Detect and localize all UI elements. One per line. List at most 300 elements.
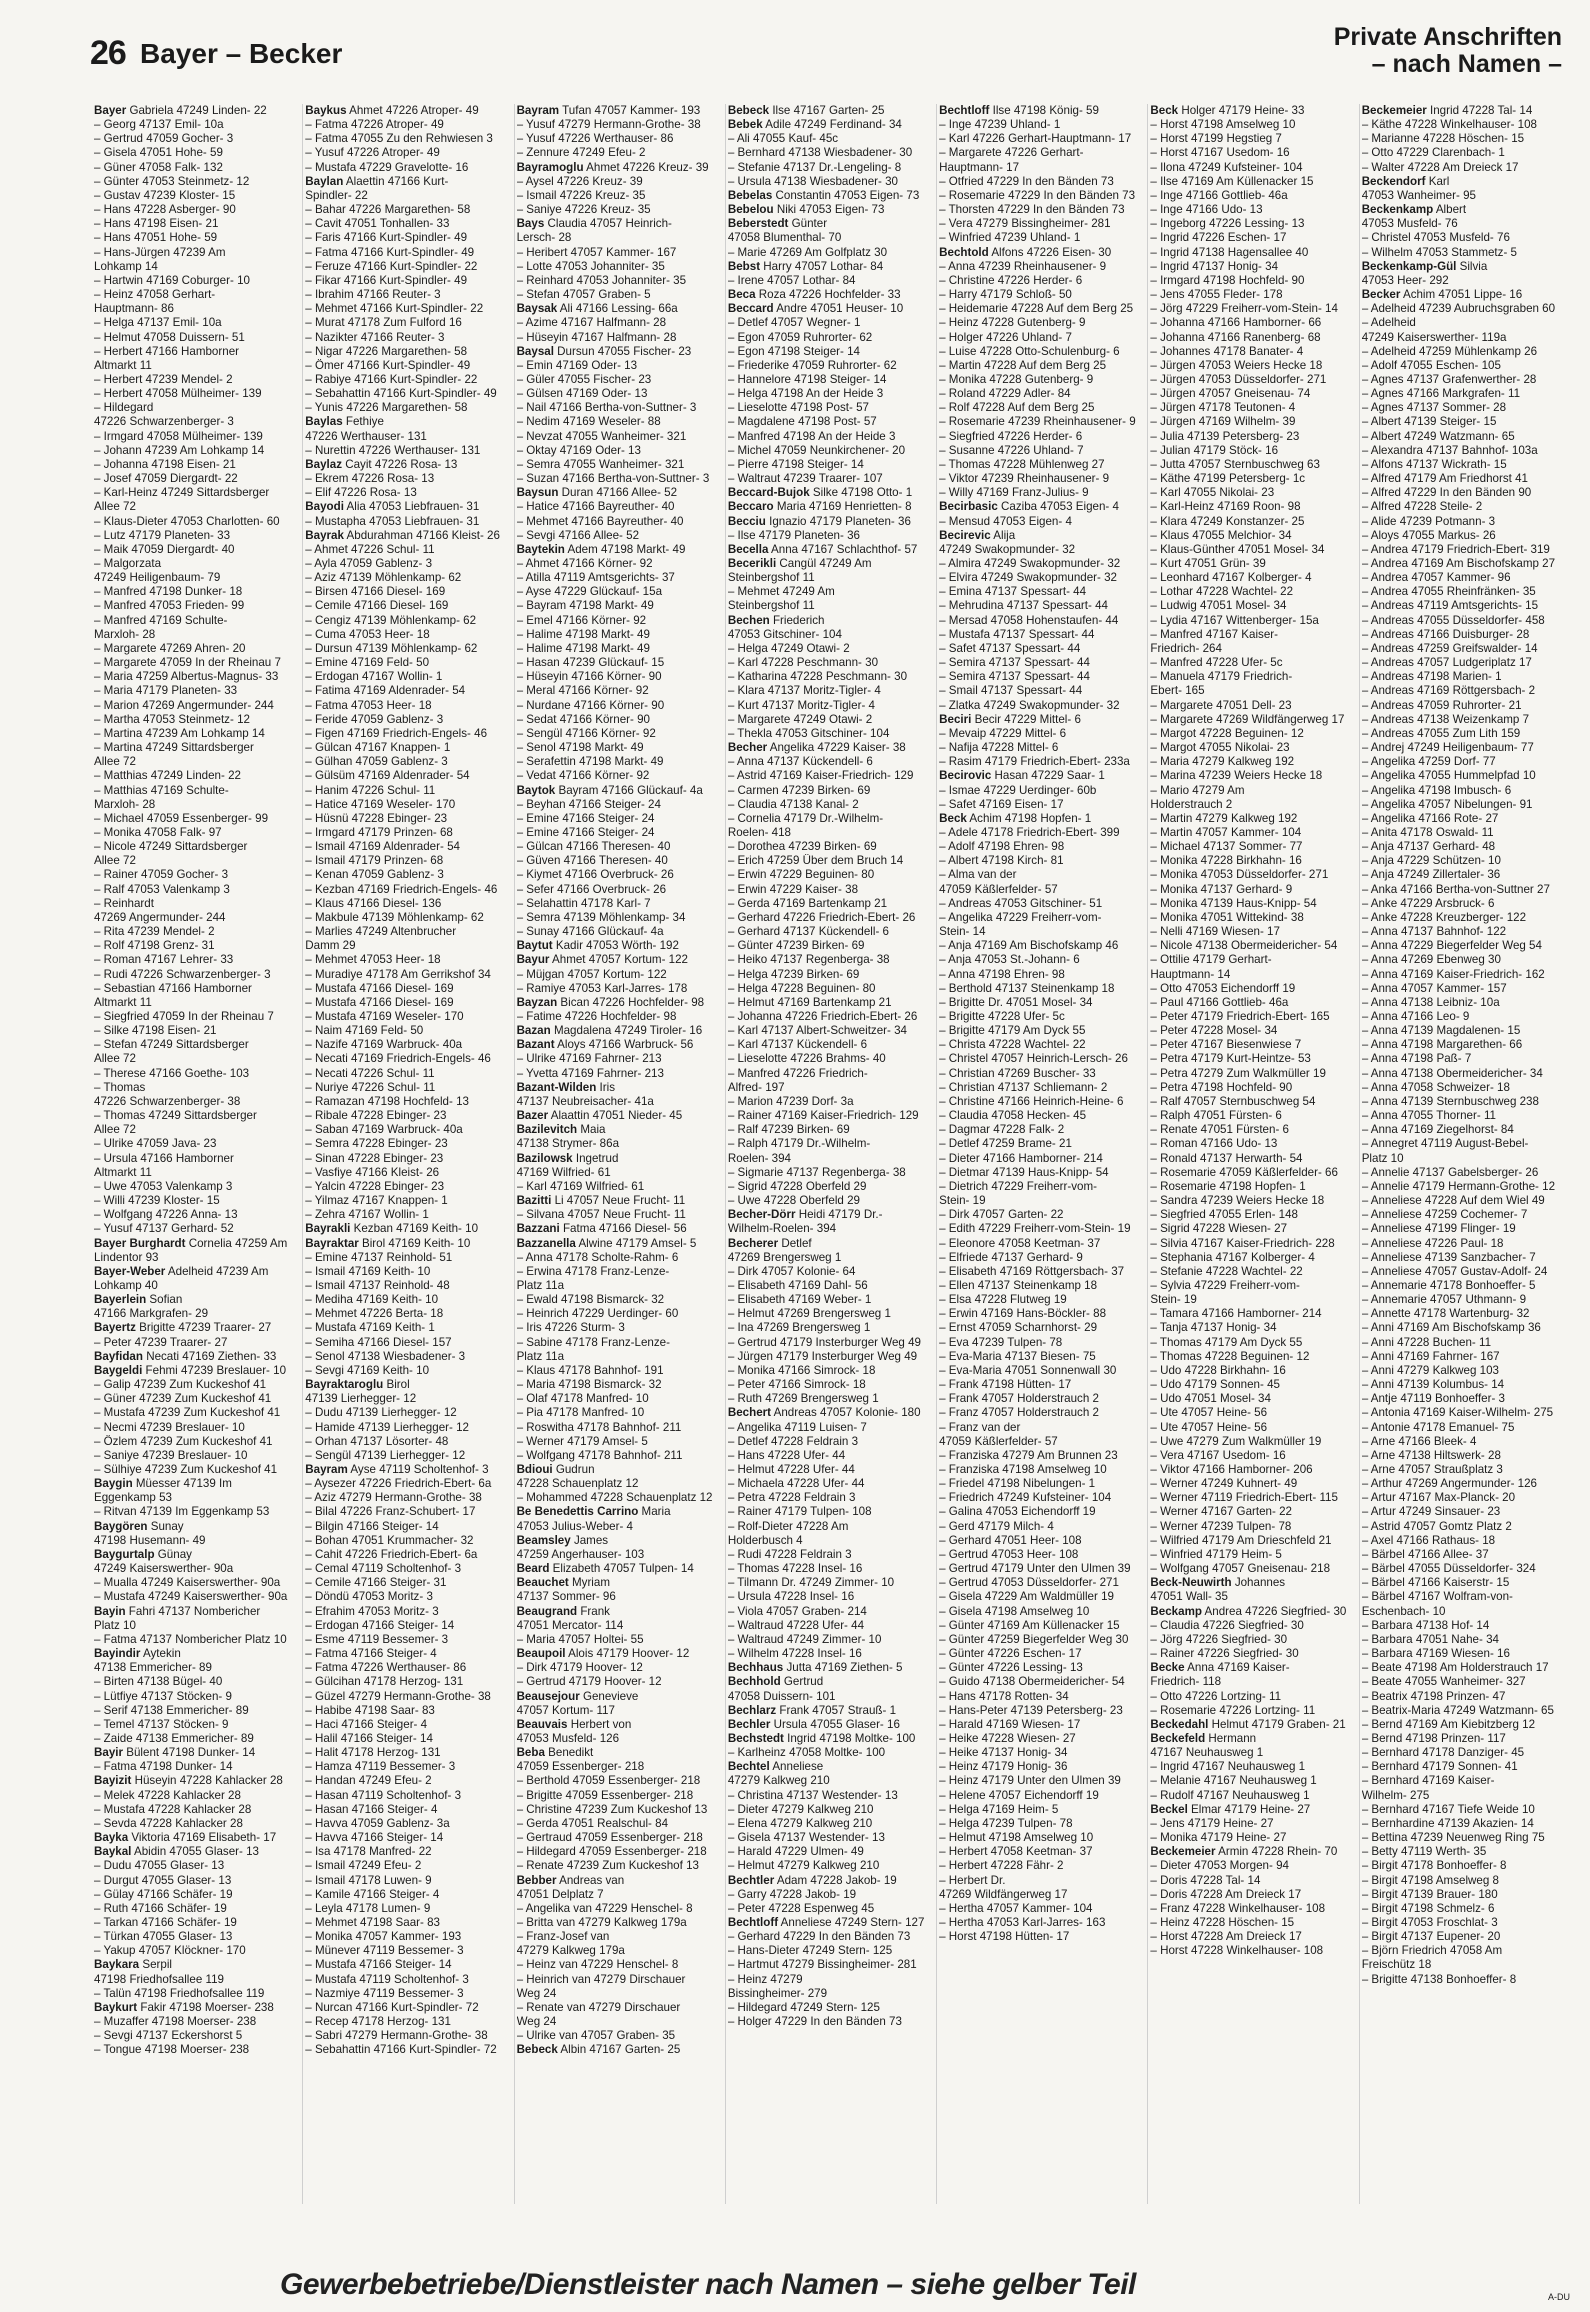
directory-entry: – Zlatka 47249 Swakopmunder- 32 (939, 698, 1120, 712)
directory-entry: – Günter 47053 Steinmetz- 12 (94, 174, 250, 188)
directory-entry: – Horst 47228 Am Dreieck 17 (1150, 1930, 1302, 1944)
directory-entry: – Margot 47055 Nikolai- 23 (1150, 741, 1290, 755)
directory-entry: Damm 29 (305, 939, 356, 953)
directory-entry: – Arne 47166 Bleek- 4 (1361, 1434, 1477, 1448)
directory-entry: – Manfred 47226 Friedrich- (727, 1066, 868, 1080)
directory-entry: 47053 Musfeld- 76 (1361, 217, 1458, 231)
directory-entry: – Katharina 47228 Peschmann- 30 (727, 670, 908, 684)
directory-entry: – Stefan 47057 Graben- 5 (516, 288, 651, 302)
directory-entry: – Fatma 47226 Werthauser- 86 (305, 1661, 467, 1675)
directory-entry: – Thekla 47053 Gitschiner- 104 (727, 726, 890, 740)
directory-entry: – Halit 47178 Herzog- 131 (305, 1746, 441, 1760)
directory-entry: – Cemile 47166 Steiger- 31 (305, 1576, 447, 1590)
directory-entry: – Christine 47226 Herder- 6 (939, 273, 1083, 287)
directory-entry: Bayer-Weber Adelheid 47239 Am (94, 1264, 269, 1278)
directory-entry: – Therese 47166 Goethe- 103 (94, 1066, 250, 1080)
surname: Bebst (727, 259, 761, 273)
directory-entry: – Güner 47239 Zum Kuckeshof 41 (94, 1392, 272, 1406)
directory-entry: Be Benedettis Carrino Maria (516, 1505, 671, 1519)
directory-entry: – Mustapha 47053 Liebfrauen- 31 (305, 514, 480, 528)
directory-entry: – Albert 47139 Steiger- 15 (1361, 415, 1497, 429)
directory-entry: – Yunis 47226 Margarethen- 58 (305, 401, 468, 415)
directory-entry: – Zehra 47167 Wollin- 1 (305, 1208, 429, 1222)
directory-entry: – Rosemarie 47059 Käßlerfelder- 66 (1150, 1165, 1338, 1179)
directory-entry: – Yvetta 47169 Fahrner- 213 (516, 1066, 664, 1080)
directory-entry: – Emine 47166 Steiger- 24 (516, 811, 655, 825)
directory-entry: – Lutz 47179 Planeten- 33 (94, 528, 231, 542)
directory-entry: Weg 24 (516, 1986, 557, 2000)
directory-entry: – Franz 47228 Winkelhauser- 108 (1150, 1901, 1326, 1915)
directory-entry: – Aloys 47055 Markus- 26 (1361, 528, 1496, 542)
surname: Bayertz (94, 1321, 136, 1335)
directory-entry: – Johanna 47226 Friedrich-Ebert- 26 (727, 1010, 918, 1023)
directory-entry: – Friedrich 47249 Kufsteiner- 104 (939, 1491, 1112, 1505)
directory-entry: – Gertrud 47053 Heer- 108 (939, 1547, 1079, 1561)
directory-entry: Friedrich- 264 (1150, 641, 1222, 655)
directory-entry: Baytekin Adem 47198 Markt- 49 (516, 542, 686, 556)
directory-entry: – Thomas 47228 Beguinen- 12 (1150, 1349, 1310, 1363)
directory-entry: Becirevic Alija (939, 528, 1016, 542)
directory-entry: – Otto 47053 Eichendorff 19 (1150, 981, 1296, 995)
directory-entry: – Egon 47059 Ruhrorter- 62 (727, 330, 873, 344)
surname: Bechen (727, 613, 770, 627)
surname: Becher (727, 741, 768, 755)
directory-entry: – Gülcihan 47178 Herzog- 131 (305, 1675, 464, 1689)
directory-entry: Beccard Andre 47051 Heuser- 10 (727, 302, 904, 316)
surname: Bayerlein (94, 1293, 147, 1307)
directory-entry: – Halime 47198 Markt- 49 (516, 641, 650, 655)
directory-entry: – Heiko 47137 Regenberga- 38 (727, 953, 890, 967)
directory-entry: – Artur 47167 Max-Planck- 20 (1361, 1491, 1516, 1505)
directory-entry: 47138 Strymer- 86a (516, 1137, 620, 1151)
directory-entry: – Nigar 47226 Margarethen- 58 (305, 344, 468, 358)
directory-entry: – Irmgard 47058 Mülheimer- 139 (94, 429, 263, 443)
directory-entry: 47167 Neuhausweg 1 (1150, 1746, 1264, 1760)
directory-entry: Beck Holger 47179 Heine- 33 (1150, 104, 1305, 117)
directory-entry: – Sigmarie 47137 Regenberga- 38 (727, 1165, 906, 1179)
directory-entry: – Melanie 47167 Neuhausweg 1 (1150, 1774, 1317, 1788)
directory-entry: – Andrea 47169 Am Bischofskamp 27 (1361, 557, 1556, 570)
directory-entry: – Karl-Heinz 47169 Roon- 98 (1150, 500, 1301, 514)
directory-entry: – Hans 47228 Ufer- 44 (727, 1448, 846, 1462)
directory-entry: – Maik 47059 Diergardt- 40 (94, 542, 235, 556)
directory-entry: Baysun Duran 47166 Allee- 52 (516, 486, 678, 500)
directory-entry: Bayram Ayse 47119 Scholtenhof- 3 (305, 1463, 489, 1476)
surname: Bechtloff (727, 1916, 779, 1929)
directory-entry: – Wilfried 47179 Am Drieschfeld 21 (1150, 1533, 1332, 1547)
surname: Bebelas (727, 188, 773, 202)
directory-entry: – Vedat 47166 Körner- 92 (516, 769, 650, 783)
directory-entry: Lersch- 28 (516, 231, 572, 245)
directory-entry: – Wilhelm 47053 Stammetz- 5 (1361, 245, 1517, 259)
directory-entry: Bayram Tufan 47057 Kammer- 193 (516, 104, 701, 117)
directory-entry: – Jürgen 47169 Wilhelm- 39 (1150, 415, 1296, 429)
directory-entry: – Elisabeth 47169 Weber- 1 (727, 1293, 872, 1307)
directory-entry: – Werner 47179 Amsel- 5 (516, 1434, 648, 1448)
directory-entry: – Gerd 47179 Milch- 4 (939, 1519, 1054, 1533)
surname: Baytut (516, 939, 553, 953)
directory-entry: – Ismail 47137 Reinhold- 48 (305, 1278, 450, 1292)
directory-entry: – Otto 47229 Clarenbach- 1 (1361, 146, 1505, 160)
directory-entry: – Faris 47166 Kurt-Spindler- 49 (305, 231, 468, 245)
directory-entry: – Andreas 47055 Düsseldorfer- 458 (1361, 613, 1545, 627)
directory-entry: – Gerhard 47229 In den Bänden 73 (727, 1930, 911, 1944)
directory-entry: – Angelika 47119 Luisen- 7 (727, 1420, 867, 1434)
directory-entry: – Claudia 47138 Kanal- 2 (727, 797, 859, 811)
directory-entry: – Detlef 47259 Brame- 21 (939, 1137, 1072, 1151)
directory-entry: 47053 Heer- 292 (1361, 273, 1449, 287)
directory-entry: – Ulrike van 47057 Graben- 35 (516, 2029, 676, 2043)
directory-entry: – Dieter 47166 Hamborner- 214 (939, 1151, 1103, 1165)
directory-entry: – Safet 47137 Spessart- 44 (939, 641, 1081, 655)
directory-entry: – Mustafa 47249 Kaiserswerther- 90a (94, 1590, 288, 1604)
directory-entry: – Siegfried 47059 In der Rheinau 7 (94, 1010, 274, 1023)
directory-entry: – Döndü 47053 Moritz- 3 (305, 1590, 433, 1604)
directory-entry: – Horst 47228 Winkelhauser- 108 (1150, 1944, 1324, 1958)
directory-entry: – Stefanie 47137 Dr.-Lengeling- 8 (727, 160, 902, 174)
directory-entry: – Erwina 47178 Franz-Lenze- (516, 1264, 670, 1278)
directory-entry: – Nevzat 47055 Wanheimer- 321 (516, 429, 687, 443)
directory-entry: – Siegfried 47226 Herder- 6 (939, 429, 1083, 443)
page-number: 26 (90, 34, 126, 72)
directory-entry: – Helga 47169 Heim- 5 (939, 1802, 1059, 1816)
directory-entry: – Angelika 47198 Imbusch- 6 (1361, 783, 1512, 797)
surname: Bazer (516, 1109, 549, 1123)
directory-entry: – Anneliese 47139 Sanzbacher- 7 (1361, 1250, 1536, 1264)
directory-entry: 47059 Käßlerfelder- 57 (939, 1434, 1058, 1448)
directory-entry: – Hans 47051 Hohe- 59 (94, 231, 218, 245)
directory-entry: – Anna 47055 Thorner- 11 (1361, 1109, 1496, 1123)
directory-entry: – Klaus-Dieter 47053 Charlotten- 60 (94, 514, 280, 528)
directory-entry: Bebelas Constantin 47053 Eigen- 73 (727, 188, 920, 202)
directory-entry: Bebelou Niki 47053 Eigen- 73 (727, 203, 885, 217)
surname: Baylas (305, 415, 343, 429)
directory-entry: – Heike 47228 Wiesen- 27 (939, 1731, 1076, 1745)
directory-entry: – Mehmet 47226 Berta- 18 (305, 1307, 444, 1321)
directory-entry: – Cuma 47053 Heer- 18 (305, 627, 430, 641)
directory-entry: – Kurt 47051 Grün- 39 (1150, 557, 1266, 570)
surname: Beaugrand (516, 1604, 578, 1618)
directory-entry: – Alfred 47228 Steile- 2 (1361, 500, 1483, 514)
directory-entry: – Ewald 47198 Bismarck- 32 (516, 1293, 665, 1307)
directory-entry: Bayka Viktoria 47169 Elisabeth- 17 (94, 1831, 277, 1845)
directory-entry: – Brigitte 47138 Bonhoeffer- 8 (1361, 1972, 1517, 1986)
directory-entry: Bebber Andreas van (516, 1873, 625, 1887)
directory-entry: – Hamide 47139 Lierhegger- 12 (305, 1420, 469, 1434)
directory-entry: – Michael 47137 Sommer- 77 (1150, 840, 1303, 854)
directory-entry: – Erdogan 47166 Steiger- 14 (305, 1618, 455, 1632)
directory-entry: 47053 Gitschiner- 104 (727, 627, 842, 641)
surname: Bayraktaroglu (305, 1378, 384, 1392)
directory-entry: – Martin 47057 Kammer- 104 (1150, 825, 1302, 839)
directory-entry: – Jutta 47057 Sternbuschweg 63 (1150, 457, 1320, 471)
directory-entry: Baykal Abidin 47055 Glaser- 13 (94, 1845, 260, 1859)
directory-entry: – Aysezer 47226 Friedrich-Ebert- 6a (305, 1477, 492, 1491)
directory-entry: – Andrej 47249 Heiligenbaum- 77 (1361, 741, 1534, 755)
directory-entry: 47279 Kalkweg 210 (727, 1774, 830, 1788)
directory-entry: Wilhelm-Roelen- 394 (727, 1222, 837, 1236)
directory-entry: – Jens 47055 Fleder- 178 (1150, 288, 1283, 302)
directory-entry: – Helmut 47058 Duissern- 51 (94, 330, 245, 344)
directory-entry: – Mohammed 47228 Schauenplatz 12 (516, 1491, 713, 1505)
directory-entry: – Ulrike 47169 Fahrner- 213 (516, 1052, 662, 1066)
directory-entry: – Gerhard 47226 Friedrich-Ebert- 26 (727, 910, 916, 924)
directory-entry: – Alide 47239 Potmann- 3 (1361, 514, 1496, 528)
directory-entry: – Monika 47057 Kammer- 193 (305, 1930, 462, 1944)
directory-entry: – Heinz 47228 Gutenberg- 9 (939, 316, 1086, 330)
directory-entry: – Roman 47166 Udo- 13 (1150, 1137, 1278, 1151)
directory-entry: Baygören Sunay (94, 1519, 184, 1533)
directory-entry: – Walter 47228 Am Dreieck 17 (1361, 160, 1519, 174)
directory-entry: Marxloh- 28 (94, 797, 156, 811)
directory-entry: Baykus Ahmet 47226 Atroper- 49 (305, 104, 479, 117)
directory-entry: – Mustafa 47166 Diesel- 169 (305, 981, 454, 995)
directory-entry: – Andreas 47259 Greifswalder- 14 (1361, 641, 1538, 655)
directory-entry: – Dirk 47179 Hoover- 12 (516, 1661, 643, 1675)
directory-entry: – Havva 47059 Gablenz- 3a (305, 1816, 450, 1830)
directory-entry: Baylas Fethiye (305, 415, 384, 429)
directory-entry: – Mustafa 47119 Scholtenhof- 3 (305, 1972, 469, 1986)
directory-entry: – Rolf-Dieter 47228 Am (727, 1519, 849, 1533)
directory-entry: – Eleonore 47058 Keetman- 37 (939, 1236, 1101, 1250)
directory-entry: – Türkan 47055 Glaser- 13 (94, 1930, 233, 1944)
surname: Bechtold (939, 245, 989, 259)
directory-entry: – Klaus 47178 Bahnhof- 191 (516, 1363, 664, 1377)
directory-entry: – Peter 47239 Traarer- 27 (94, 1335, 228, 1349)
directory-entry: – Klaus-Günther 47051 Mosel- 34 (1150, 542, 1325, 556)
directory-entry: – Cemile 47166 Diesel- 169 (305, 599, 449, 613)
directory-entry: – Dursun 47139 Möhlenkamp- 62 (305, 641, 478, 655)
directory-entry: – Renate 47051 Fürsten- 6 (1150, 1123, 1289, 1137)
directory-entry: – Rainer 47226 Siegfried- 30 (1150, 1647, 1299, 1661)
directory-entry: – Özlem 47239 Zum Kuckeshof 41 (94, 1434, 273, 1448)
surname: Beccaro (727, 500, 774, 514)
surname: Beck-Neuwirth (1150, 1576, 1232, 1590)
directory-entry: Bazant-Wilden Iris (516, 1080, 616, 1094)
directory-entry: – Orhan 47137 Lösorter- 48 (305, 1434, 449, 1448)
directory-entry: – Sefer 47166 Overbruck- 26 (516, 882, 667, 896)
directory-entry: – Beatrix 47198 Prinzen- 47 (1361, 1689, 1506, 1703)
directory-entry: Bechtloff Ilse 47198 König- 59 (939, 104, 1099, 117)
directory-entry: – Heribert 47057 Kammer- 167 (516, 245, 677, 259)
directory-entry: – Monika 47058 Falk- 97 (94, 825, 222, 839)
surname: Bayizit (94, 1774, 132, 1788)
directory-entry: – Sinan 47228 Ebinger- 23 (305, 1151, 444, 1165)
directory-entry: – Ursula 47138 Wiesbadener- 30 (727, 174, 898, 188)
directory-entry: – Anja 47249 Zillertaler- 36 (1361, 868, 1501, 882)
directory-entry: Bechen Friederich (727, 613, 825, 627)
directory-entry: – Recep 47178 Herzog- 131 (305, 2015, 451, 2029)
directory-entry: Allee 72 (94, 500, 136, 514)
directory-entry: – Dorothea 47239 Birken- 69 (727, 840, 877, 854)
directory-entry: – Arne 47138 Hiltswerk- 28 (1361, 1448, 1501, 1462)
directory-entry: – Malgorzata (94, 557, 162, 570)
surname: Beckemeier (1150, 1845, 1216, 1859)
directory-entry: – Martha 47053 Steinmetz- 12 (94, 712, 250, 726)
directory-entry: Marxloh- 28 (94, 627, 156, 641)
surname: Bechert (727, 1406, 772, 1420)
surname: Bayraktar (305, 1236, 359, 1250)
directory-entry: – Ismail 47169 Aldenrader- 54 (305, 840, 460, 854)
directory-entry: – Sunay 47166 Glückauf- 4a (516, 925, 664, 939)
surname: Bazilevitch (516, 1123, 578, 1137)
directory-entry: – Anni 47228 Buchen- 11 (1361, 1335, 1492, 1349)
directory-entry: – Ernst 47059 Scharnhorst- 29 (939, 1321, 1098, 1335)
directory-entry: Allee 72 (94, 854, 136, 868)
directory-entry: – Hans 47178 Rotten- 34 (939, 1689, 1069, 1703)
directory-entry: – Inge 47166 Gottlieb- 46a (1150, 188, 1288, 202)
directory-entry: – Anna 47138 Obermeidericher- 34 (1361, 1066, 1543, 1080)
directory-entry: – Hildegard 47059 Essenberger- 218 (516, 1845, 707, 1859)
directory-entry: – Susanne 47226 Uhland- 7 (939, 443, 1084, 457)
directory-entry: – Adelheid (1361, 316, 1416, 330)
directory-entry: – Anna 47229 Biegerfelder Weg 54 (1361, 939, 1542, 953)
directory-entry: – Rosemarie 47198 Hopfen- 1 (1150, 1179, 1306, 1193)
surname: Becirevic (939, 528, 991, 542)
directory-entry: – Durgut 47055 Glaser- 13 (94, 1873, 232, 1887)
directory-entry: Bazzani Fatma 47166 Diesel- 56 (516, 1222, 687, 1236)
directory-entry: – Waltraut 47239 Traarer- 107 (727, 472, 883, 486)
directory-entry: – Karl 47137 Kückendell- 6 (727, 1038, 868, 1052)
directory-entry: – Ayla 47059 Gablenz- 3 (305, 557, 433, 570)
directory-entry: – Rudolf 47167 Neuhausweg 1 (1150, 1788, 1310, 1802)
directory-entry: – Nelli 47169 Wiesen- 17 (1150, 925, 1280, 939)
directory-entry: – Winfried 47239 Uhland- 1 (939, 231, 1081, 245)
directory-entry: – Yakup 47057 Klöckner- 170 (94, 1944, 246, 1958)
directory-entry: – Gülhan 47059 Gablenz- 3 (305, 755, 448, 769)
directory-entry: – Rolf 47228 Auf dem Berg 25 (939, 401, 1095, 415)
directory-entry: Baytok Bayram 47166 Glückauf- 4a (516, 783, 703, 797)
directory-entry: Baytut Kadir 47053 Wörth- 192 (516, 939, 679, 953)
directory-entry: – Jens 47179 Heine- 27 (1150, 1816, 1274, 1830)
directory-entry: – Udo 47228 Birkhahn- 16 (1150, 1363, 1286, 1377)
surname: Bayram (305, 1463, 348, 1476)
directory-entry: – Inge 47166 Udo- 13 (1150, 203, 1263, 217)
directory-entry: Beciri Becir 47229 Mittel- 6 (939, 712, 1081, 726)
directory-entry: Bebeck Ilse 47167 Garten- 25 (727, 104, 885, 117)
surname: Bechtel (727, 1760, 770, 1774)
directory-entry: – Jürgen 47053 Düsseldorfer- 271 (1150, 372, 1327, 386)
directory-entry: – Matthias 47249 Linden- 22 (94, 769, 241, 783)
directory-entry: – Peter 47166 Simrock- 18 (727, 1378, 866, 1392)
directory-entry: – Waltraud 47228 Ufer- 44 (727, 1618, 865, 1632)
surname: Baykus (305, 104, 347, 117)
directory-entry: Becella Anna 47167 Schlachthof- 57 (727, 542, 918, 556)
directory-entry: – Maria 47057 Holtei- 55 (516, 1632, 644, 1646)
directory-entry: – Harald 47229 Ulmen- 49 (727, 1845, 864, 1859)
surname: Bebber (516, 1873, 557, 1887)
directory-entry: – Silvia 47167 Kaiser-Friedrich- 228 (1150, 1236, 1335, 1250)
directory-entry: – Emel 47166 Körner- 92 (516, 613, 647, 627)
directory-entry: – Bärbel 47167 Wolfram-von- (1361, 1590, 1513, 1604)
directory-entry: – Heinz 47179 Unter den Ulmen 39 (939, 1774, 1121, 1788)
directory-entry: – Viola 47057 Graben- 214 (727, 1604, 867, 1618)
directory-entry: Beausejour Genevieve (516, 1689, 639, 1703)
directory-entry: – Thomas 47228 Mühlenweg 27 (939, 457, 1105, 471)
directory-entry: – Alfred 47179 Am Friedhorst 41 (1361, 472, 1528, 486)
directory-entry: – Uwe 47053 Valenkamp 3 (94, 1179, 233, 1193)
directory-entry: – Reinhard 47053 Johanniter- 35 (516, 273, 687, 287)
directory-column (92, 104, 303, 2204)
directory-entry: – Semra 47055 Wanheimer- 321 (516, 457, 685, 471)
surname: Bays (516, 217, 545, 231)
directory-entry: Holderbusch 4 (727, 1533, 803, 1547)
directory-entry: – Fatma 47226 Atroper- 49 (305, 118, 444, 132)
directory-entry: – Sabri 47279 Hermann-Grothe- 38 (305, 2029, 488, 2043)
directory-entry: Roelen- 394 (727, 1151, 792, 1165)
directory-entry: Platz 10 (1361, 1151, 1404, 1165)
directory-entry: – Anna 47058 Schweizer- 18 (1361, 1080, 1510, 1094)
directory-entry: – Holger 47229 In den Bänden 73 (727, 2015, 902, 2029)
directory-entry: Bebst Harry 47057 Lothar- 84 (727, 259, 884, 273)
directory-entry: – Maria 47198 Bismarck- 32 (516, 1378, 662, 1392)
directory-entry: – Brigitte 47059 Essenberger- 218 (516, 1788, 694, 1802)
directory-entry: – Bilal 47226 Franz-Schubert- 17 (305, 1505, 476, 1519)
directory-entry: – Ayse 47229 Glückauf- 15a (516, 585, 663, 599)
directory-entry: – Müjgan 47057 Kortum- 122 (516, 967, 667, 981)
directory-entry: 47058 Blumenthal- 70 (727, 231, 842, 245)
directory-entry: – Mustafa 47169 Keith- 1 (305, 1321, 435, 1335)
directory-entry: – Nicole 47249 Sittardsberger (94, 840, 248, 854)
directory-entry: – Stephania 47167 Kolberger- 4 (1150, 1250, 1315, 1264)
directory-entry: – Güler 47055 Fischer- 23 (516, 372, 652, 386)
surname: Bebeck (516, 2043, 558, 2057)
directory-entry: Baygeldi Fehmi 47239 Breslauer- 10 (94, 1363, 287, 1377)
directory-entry: – Egon 47198 Steiger- 14 (727, 344, 860, 358)
directory-entry: – Gisela 47229 Am Waldmüller 19 (939, 1590, 1114, 1604)
directory-entry: – Beate 47198 Am Holderstrauch 17 (1361, 1661, 1549, 1675)
directory-entry: – Annemarie 47057 Uthmann- 9 (1361, 1293, 1527, 1307)
directory-entry: – Petra 47198 Hochfeld- 90 (1150, 1080, 1293, 1094)
directory-entry: – Wolfgang 47178 Bahnhof- 211 (516, 1448, 683, 1462)
footer-note: Gewerbebetriebe/Dienstleister nach Namen – siehe gelber Teil (280, 2268, 1136, 2301)
directory-entry: – Gülsen 47169 Oder- 13 (516, 387, 648, 401)
directory-entry: – Anna 47198 Margarethen- 66 (1361, 1038, 1523, 1052)
directory-entry: – Helga 47249 Otawi- 2 (727, 641, 850, 655)
directory-entry: Bazitti Li 47057 Neue Frucht- 11 (516, 1194, 686, 1208)
directory-entry: – Annelie 47137 Gabelsberger- 26 (1361, 1165, 1539, 1179)
directory-entry: – Peter 47228 Espenweg 45 (727, 1901, 875, 1915)
surname: Bayur (516, 953, 550, 967)
directory-entry: – Maria 47259 Albertus-Magnus- 33 (94, 670, 279, 684)
surname: Baygurtalp (94, 1547, 155, 1561)
directory-entry: – Ottilie 47179 Gerhart- (1150, 953, 1272, 967)
directory-entry: Bazer Alaattin 47051 Nieder- 45 (516, 1109, 683, 1123)
directory-entry: – Stefan 47249 Sittardsberger (94, 1038, 249, 1052)
directory-entry: – Senol 47138 Wiesbadener- 3 (305, 1349, 466, 1363)
directory-columns (92, 104, 1570, 2204)
directory-entry: – Ismail 47249 Efeu- 2 (305, 1859, 422, 1873)
directory-entry: – Hatice 47169 Weseler- 170 (305, 797, 456, 811)
directory-entry: – Semra 47228 Ebinger- 23 (305, 1137, 448, 1151)
surname: Be Benedettis Carrino (516, 1505, 639, 1519)
directory-entry: – Bärbel 47166 Kaiserstr- 15 (1361, 1576, 1510, 1590)
directory-entry: – Rainer 47179 Tulpen- 108 (727, 1505, 872, 1519)
directory-entry: – Elif 47226 Rosa- 13 (305, 486, 417, 500)
directory-entry: – Elisabeth 47169 Dahl- 56 (727, 1278, 868, 1292)
directory-entry: Beamsley James (516, 1533, 609, 1547)
surname: Beba (516, 1746, 545, 1760)
directory-entry: Bayir Bülent 47198 Dunker- 14 (94, 1746, 256, 1760)
directory-entry: – Mersad 47058 Hohenstaufen- 44 (939, 613, 1119, 627)
surname: Bazzanella (516, 1236, 576, 1250)
directory-entry: – Nail 47166 Bertha-von-Suttner- 3 (516, 401, 697, 415)
directory-entry: – Heinrich van 47279 Dirschauer (516, 1972, 686, 1986)
directory-entry: – Nurcan 47166 Kurt-Spindler- 72 (305, 2000, 479, 2014)
directory-entry: – Makbule 47139 Möhlenkamp- 62 (305, 910, 484, 924)
directory-entry: – Helmut 47169 Bartenkamp 21 (727, 995, 892, 1009)
directory-entry: – Ulrike 47059 Java- 23 (94, 1137, 217, 1151)
